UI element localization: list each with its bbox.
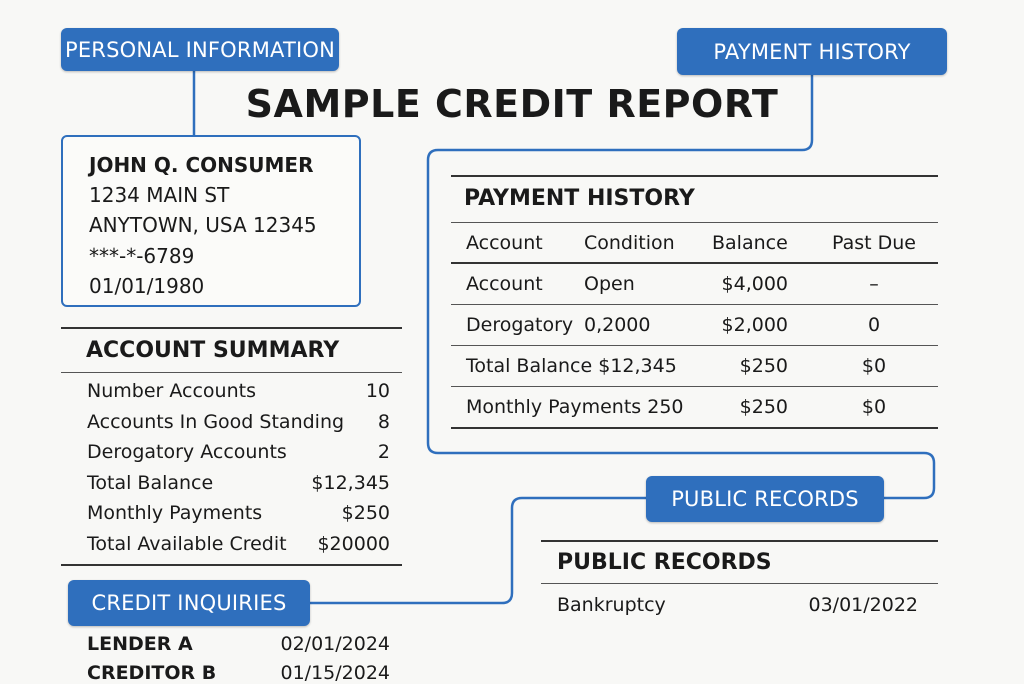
- street-address: 1234 MAIN ST: [89, 183, 230, 207]
- ssn: ***-*-6789: [89, 244, 195, 268]
- divider: [61, 564, 402, 566]
- report-title: SAMPLE CREDIT REPORT: [245, 82, 779, 126]
- public-records-callout: PUBLIC RECORDS: [646, 476, 884, 522]
- date-of-birth: 01/01/1980: [89, 274, 205, 298]
- divider: [451, 222, 938, 223]
- summary-row-value: $12,345: [311, 472, 390, 494]
- summary-row-label: Total Balance: [87, 472, 214, 494]
- account-summary-heading: ACCOUNT SUMMARY: [86, 338, 340, 363]
- table-cell-past-due: $0: [861, 355, 887, 377]
- table-cell-condition: Open: [584, 273, 635, 295]
- credit-inquiries-callout: CREDIT INQUIRIES: [68, 580, 310, 626]
- divider: [61, 327, 402, 329]
- divider: [451, 175, 938, 177]
- table-cell-account: Total Balance $12,345: [466, 355, 677, 377]
- summary-row-value: 10: [365, 380, 390, 402]
- summary-row-value: 8: [377, 411, 390, 433]
- inquiry-lender: LENDER A: [87, 633, 193, 655]
- table-cell-account: Derogatory: [466, 314, 574, 336]
- summary-row-value: $20000: [317, 533, 390, 555]
- table-cell-past-due: $0: [861, 396, 887, 418]
- consumer-name: JOHN Q. CONSUMER: [89, 153, 314, 177]
- divider: [61, 372, 402, 373]
- table-cell-past-due: 0: [867, 314, 881, 336]
- payment-history-callout: PAYMENT HISTORY: [677, 28, 947, 75]
- summary-row-label: Number Accounts: [87, 380, 256, 402]
- payment-history-heading: PAYMENT HISTORY: [464, 186, 695, 211]
- summary-row-label: Monthly Payments: [87, 502, 263, 524]
- divider: [451, 262, 938, 264]
- summary-row-label: Derogatory Accounts: [87, 441, 287, 463]
- inquiry-date: 01/15/2024: [280, 662, 390, 684]
- inquiry-lender: CREDITOR B: [87, 662, 217, 684]
- summary-row-value: $250: [341, 502, 390, 524]
- summary-row-value: 2: [377, 441, 390, 463]
- table-cell-past-due: –: [869, 273, 879, 295]
- city-address: ANYTOWN, USA 12345: [89, 213, 317, 237]
- public-records-heading: PUBLIC RECORDS: [557, 550, 772, 575]
- column-header-past-due: Past Due: [832, 232, 916, 254]
- table-cell-account: Account: [466, 273, 543, 295]
- personal-information-callout: PERSONAL INFORMATION: [61, 28, 339, 71]
- divider: [541, 583, 938, 584]
- divider: [451, 386, 938, 387]
- public-record-date: 03/01/2022: [808, 594, 918, 616]
- inquiry-date: 02/01/2024: [280, 633, 390, 655]
- column-header-account: Account: [466, 232, 543, 254]
- column-header-condition: Condition: [584, 232, 675, 254]
- personal-information-box: [61, 135, 361, 307]
- summary-row-label: Accounts In Good Standing: [87, 411, 345, 433]
- summary-row-label: Total Available Credit: [87, 533, 287, 555]
- table-cell-balance: $250: [739, 396, 788, 418]
- table-cell-balance: $2,000: [721, 314, 788, 336]
- divider: [451, 345, 938, 346]
- divider: [451, 304, 938, 305]
- table-cell-account: Monthly Payments 250: [466, 396, 684, 418]
- table-cell-balance: $250: [739, 355, 788, 377]
- table-cell-balance: $4,000: [721, 273, 788, 295]
- table-cell-condition: 0,2000: [584, 314, 651, 336]
- divider: [541, 540, 938, 542]
- public-record-label: Bankruptcy: [557, 594, 666, 616]
- column-header-balance: Balance: [712, 232, 788, 254]
- divider: [451, 427, 938, 429]
